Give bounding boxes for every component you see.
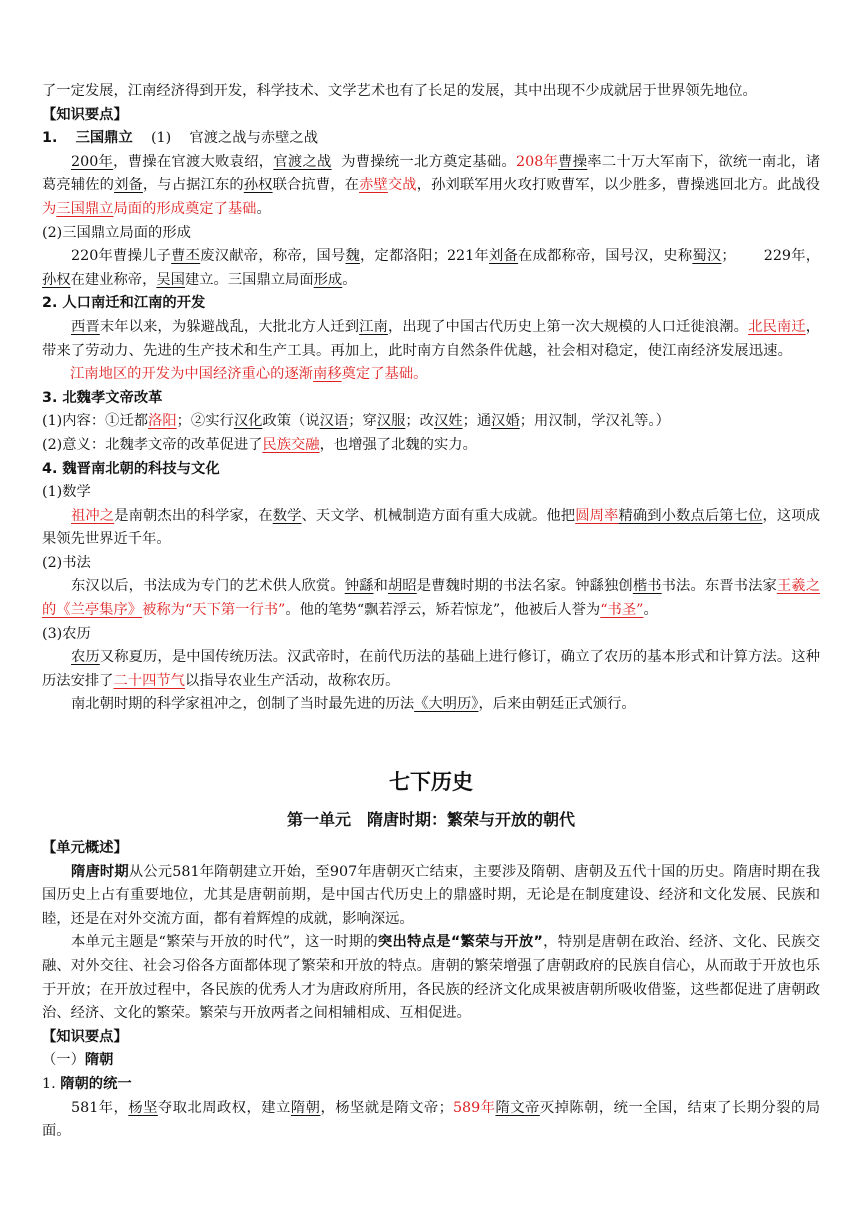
text-run: 交战 xyxy=(387,177,417,194)
text-run: (1)内容：①迁都 xyxy=(42,413,149,430)
unit-title: 第一单元 隋唐时期：繁荣与开放的朝代 xyxy=(286,810,575,830)
text-run: 蜀汉 xyxy=(692,248,722,265)
text-run: 杨坚 xyxy=(128,1099,158,1116)
text-run: ，与占据江东的 xyxy=(142,177,244,194)
text-run: 东汉以后，书法成为专门的艺术供人欣赏。 xyxy=(71,578,345,595)
text-run: 江南地区的开发为中国经济重心的逐渐 xyxy=(70,366,314,383)
subtopic-title: (3)农历 xyxy=(42,625,91,642)
text-run: 汉服 xyxy=(376,413,406,430)
subtopic-title: (1)数学 xyxy=(42,484,91,501)
text-run: 是南朝杰出的科学家，在 xyxy=(114,507,273,524)
topic-number: 1. xyxy=(42,130,58,147)
intro-paragraph: 了一定发展，江南经济得到开发，科学技术、文学艺术也有了长足的发展，其中出现不少成就居于世界领先地位。 xyxy=(42,83,757,99)
text-run: 魏 xyxy=(345,248,361,265)
paragraph xyxy=(42,931,820,1025)
text-run: 祖冲之 xyxy=(71,507,115,524)
text-run: 形成 xyxy=(313,271,343,288)
text-run: 末年以来，为躲避战乱，大批北方人迁到 xyxy=(99,318,360,335)
section-heading: 【知识要点】 xyxy=(42,1028,128,1045)
text-run: 隋朝 xyxy=(290,1099,321,1116)
text-run: 三国鼎立 xyxy=(56,200,114,217)
text-run: 1. xyxy=(42,1075,56,1092)
text-run: 突出特点是“繁荣与开放” xyxy=(377,934,543,951)
text-run: ，这项成果领先世界近千年。 xyxy=(42,507,821,548)
text-run: 曹丕 xyxy=(171,248,201,265)
text-run: 精确到小数点后第七位 xyxy=(618,507,763,524)
topic-name: 三国鼎立 xyxy=(75,130,133,147)
text-run: 汉语 xyxy=(319,413,349,430)
text-run: ；②实行 xyxy=(176,413,234,430)
topic-title xyxy=(42,1073,820,1097)
text-run: 汉婚 xyxy=(491,413,520,430)
text-run: 书法。东晋书法家 xyxy=(661,578,777,595)
paragraph xyxy=(42,1097,820,1144)
text-run: 局面的形成奠定了基础 xyxy=(113,200,257,217)
text-run: 西晋 xyxy=(71,318,100,335)
paragraph xyxy=(42,693,820,717)
paragraph xyxy=(42,575,820,622)
paragraph xyxy=(42,245,820,292)
text-run: 。 xyxy=(643,602,658,619)
text-run: ； xyxy=(721,248,736,265)
paragraph xyxy=(42,505,820,552)
paragraph xyxy=(42,861,820,932)
text-run: 吴国 xyxy=(156,271,185,288)
topic-title: 3. 北魏孝文帝改革 xyxy=(42,389,163,406)
text-run: 圆周率 xyxy=(575,507,619,524)
paragraph xyxy=(42,410,820,434)
text-run: 废汉献帝，称帝，国号 xyxy=(200,248,346,265)
text-run: 581年， xyxy=(71,1099,129,1116)
text-run: ，孙刘联军用火攻打败曹军，以少胜多，曹操逃回北方。此战役 xyxy=(416,177,821,194)
text-run: 官渡之战 xyxy=(273,153,332,170)
text-run: 从公元581年隋朝建立开始，至907年唐朝灭亡结束，主要涉及隋朝、唐朝及五代十国的历史。隋唐时期在我国历史上占有重要地位，尤其是唐朝前期，是中国古代历史上的鼎盛时期，无论是在制度建设、经济和文化发展、民族和睦，还是在对外交流方面，都有着辉煌的成就，影响深远。 xyxy=(42,863,820,927)
text-run: ；通 xyxy=(462,413,492,430)
text-run: 王羲之的《兰亭集序》 xyxy=(42,578,821,619)
subtopic-title: (2)书法 xyxy=(42,554,91,571)
text-run: 南移 xyxy=(313,366,342,383)
text-run: 隋朝 xyxy=(84,1052,114,1069)
text-run: “书圣” xyxy=(600,602,644,619)
text-run: 220年曹操儿子 xyxy=(71,248,172,265)
text-run: 胡昭 xyxy=(387,578,417,595)
text-run: 联合抗曹，在 xyxy=(272,177,360,194)
text-run: 汉姓 xyxy=(433,413,463,430)
text-run: 建立。三国鼎立局面 xyxy=(184,271,314,288)
text-run: ，也增强了北魏的实力。 xyxy=(319,436,477,453)
text-run: 在建业称帝， xyxy=(70,271,157,288)
text-run: ，曹操在官渡大败袁绍， xyxy=(113,153,274,170)
text-run: 刘备 xyxy=(488,248,519,265)
text-run: 208年 xyxy=(516,153,559,170)
text-run: 为曹操统一北方奠定基础。 xyxy=(341,153,517,170)
paragraph xyxy=(42,316,820,387)
text-run: 、天文学、机械制造方面有重大成就。他把 xyxy=(301,507,576,524)
text-run: 被称为“天下第一行书” xyxy=(142,602,286,619)
text-run: 隋唐时期 xyxy=(71,863,129,880)
text-run: ；穿 xyxy=(348,413,377,430)
text-run: 夺取北周政权，建立 xyxy=(157,1099,291,1116)
subtopic-title: (2)三国鼎立局面的形成 xyxy=(42,224,191,241)
text-run: 农历 xyxy=(71,649,100,666)
text-run: 数学 xyxy=(272,507,302,524)
text-run: 又称夏历，是中国传统历法。汉武帝时，在前代历法的基础上进行修订，确立了农历的基本形式和计算方法。这种历法安排了 xyxy=(42,649,820,689)
topic-title xyxy=(42,127,820,151)
section-heading: 【单元概述】 xyxy=(42,840,128,857)
text-run: 。 xyxy=(256,200,271,217)
text-run: 200年 xyxy=(71,153,114,170)
text-run: 隋朝的统一 xyxy=(60,1075,132,1092)
text-run: 在成都称帝，国号汉，史称 xyxy=(518,248,693,265)
text-run: 为 xyxy=(42,200,57,217)
text-run: 589年 xyxy=(452,1099,496,1116)
text-run: ，带来了劳动力、先进的生产技术和生产工具。再加上，此时南方自然条件优越，社会相对稳定，使江南经济发展迅速。 xyxy=(42,318,821,359)
text-run: 江南 xyxy=(359,318,388,335)
text-run: ，后来由朝廷正式颁行。 xyxy=(478,696,636,713)
text-run: ，杨坚就是隋文帝； xyxy=(320,1099,453,1116)
text-run: 二十四节气 xyxy=(113,672,185,689)
text-run: 孙权 xyxy=(42,271,71,288)
text-run: 楷书 xyxy=(632,578,662,595)
text-run: 北民南迁 xyxy=(748,318,806,335)
text-run: 刘备 xyxy=(114,177,143,194)
subtopic-name: 官渡之战与赤壁之战 xyxy=(189,130,319,147)
text-run: 。 xyxy=(342,271,357,288)
text-run: 本单元主题是“繁荣与开放的时代”，这一时期的 xyxy=(71,934,378,951)
text-run: 。他的笔势“飘若浮云，矫若惊龙”，他被后人誉为 xyxy=(285,602,601,619)
document-page xyxy=(42,80,820,1144)
text-run: 民族交融 xyxy=(262,436,320,453)
text-run: ；改 xyxy=(405,413,434,430)
text-run: 和 xyxy=(373,578,388,595)
text-run: 政策（说 xyxy=(262,413,320,430)
text-run: 南北朝时期的科学家祖冲之，创制了当时最先进的历法 xyxy=(71,696,415,713)
sub-section xyxy=(42,1049,820,1073)
text-run: 孙权 xyxy=(243,177,273,194)
text-run: 是曹魏时期的书法名家。钟繇独创 xyxy=(416,578,633,595)
text-run: ，特别是唐朝在政治、经济、文化、民族交融、对外交往、社会习俗各方面都体现了繁荣和开放的特点。唐朝的繁荣增强了唐朝政府的民族自信心，从而敢于开放也乐于开放；在开放过程中，各民族的优秀人才为唐政府所用，各民族的经济文化成果被唐朝所吸收借鉴，这些都促进了唐朝政治、经济、文化的繁荣。繁荣与开放两者之间相辅相成、互相促进。 xyxy=(42,934,821,1022)
text-run: 灭掉陈朝，统一全国，结束了长期分裂的局面。 xyxy=(42,1099,821,1140)
text-run: 奠定了基础。 xyxy=(341,366,428,383)
paragraph xyxy=(42,151,820,222)
text-run: 隋文帝 xyxy=(495,1099,540,1116)
section-heading: 【知识要点】 xyxy=(42,106,128,123)
topic-title: 2. 人口南迁和江南的开发 xyxy=(42,295,206,312)
text-run: 《大明历》 xyxy=(414,696,479,713)
text-run: 曹操 xyxy=(558,153,588,170)
text-run: 以指导农业生产活动，故称农历。 xyxy=(184,672,400,689)
text-run: 赤壁 xyxy=(359,177,388,194)
text-run: (2)意义：北魏孝文帝的改革促进了 xyxy=(42,436,263,453)
text-run: （一） xyxy=(42,1052,85,1069)
text-run: 汉化 xyxy=(233,413,263,430)
text-run: ，定都洛阳；221年 xyxy=(360,248,489,265)
paragraph xyxy=(42,646,820,693)
text-run: 率二十万大军南下，欲统一南北，诸葛亮辅佐的 xyxy=(42,153,821,194)
text-run: 钟繇 xyxy=(344,578,374,595)
paragraph xyxy=(42,434,820,458)
page-title: 七下历史 xyxy=(389,770,473,795)
text-run: ；用汉制，学汉礼等。） xyxy=(519,413,670,430)
topic-title: 4. 魏晋南北朝的科技与文化 xyxy=(42,460,220,477)
subtopic-number: (1) xyxy=(150,130,172,147)
text-run: 229年， xyxy=(763,248,821,265)
text-run: ，出现了中国古代历史上第一次大规模的人口迁徙浪潮。 xyxy=(387,318,749,335)
text-run: 洛阳 xyxy=(148,413,177,430)
